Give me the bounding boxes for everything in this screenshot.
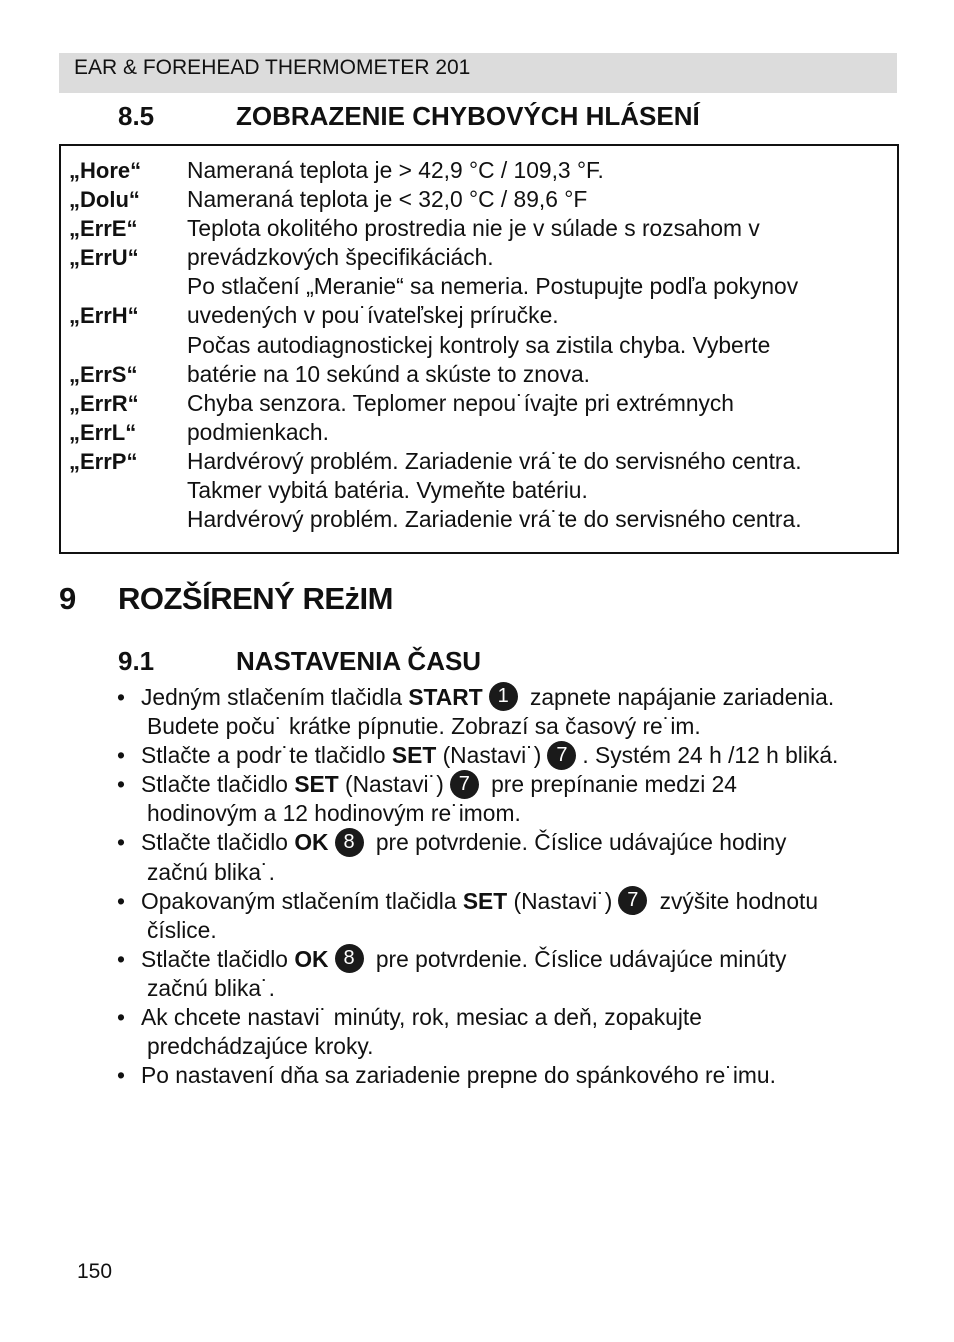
list-item [117,1061,907,1090]
step-continuation-line: predchádzajúce kroky. [147,1033,374,1060]
button-number-badge-icon: 7 [618,886,647,915]
section-title: ZOBRAZENIE CHYBOVÝCH HLÁSENÍ [236,101,700,131]
error-code: „ErrL“ [69,419,137,445]
step-first-line [141,1061,907,1090]
button-name: SET [462,887,508,914]
section-title: ROZŠÍRENÝ REżIM [118,581,393,616]
bullet-icon: • [117,1004,125,1031]
error-description-line: Chyba senzora. Teplomer nepou˙ívajte pri extrémnych [187,389,734,416]
button-name: OK [294,945,329,972]
step-text: pre potvrdenie. Číslice udávajúce minúty [369,945,787,972]
list-item [117,945,907,1003]
bullet-icon: • [117,1062,125,1089]
step-text: pre prepínanie medzi 24 [484,771,737,798]
button-number-badge-icon: 8 [335,828,364,857]
error-code: „ErrH“ [69,303,139,329]
step-continuation-line: hodinovým a 12 hodinovým re˙imom. [147,800,521,827]
button-number-badge-icon: 7 [547,741,576,770]
list-item [117,828,907,886]
step-first-line [141,770,907,799]
error-description-line: prevádzkových špecifikáciách. [187,244,494,271]
error-description-line: batérie na 10 sekúnd a skúste to znova. [187,360,591,387]
error-code [69,331,141,360]
error-code: „ErrU“ [69,245,139,271]
page-number: 150 [77,1260,113,1283]
list-item [117,741,907,770]
step-continuation-line: číslice. [147,916,217,943]
list-item [117,887,907,945]
bullet-icon: • [117,771,125,798]
error-code: „ErrE“ [69,216,138,242]
section-title: NASTAVENIA ČASU [236,646,482,676]
step-text: pre potvrdenie. Číslice udávajúce hodiny [369,829,787,856]
error-code [69,272,141,301]
step-continuation-line: začnú blika˙. [147,974,275,1001]
button-name: START [408,684,483,710]
button-name: SET [391,742,437,769]
error-messages-table [59,144,899,554]
bullet-icon: • [117,945,125,972]
step-text: Po nastavení dňa sa zariadenie prepne do spánkového re˙imu. [141,1062,776,1089]
step-text: zvýšite hodnotu [653,887,819,914]
step-continuation-line: začnú blika˙. [147,858,275,885]
button-number-badge-icon: 7 [450,770,479,799]
list-item [117,1003,907,1061]
error-code: „ErrR“ [69,390,139,416]
error-description-line: Hardvérový problém. Zariadenie vrá˙te do servisného centra. [187,447,802,474]
bullet-icon: • [117,887,125,914]
step-first-line [141,828,907,857]
error-description-line: Nameraná teplota je > 42,9 °C / 109,3 °F. [187,157,604,183]
error-descriptions-column [187,156,802,534]
error-codes-column [69,156,141,476]
list-item [117,770,907,828]
button-name: SET [294,771,339,798]
time-setting-steps-list [117,683,907,1090]
step-text: Stlačte tlačidlo [141,829,295,856]
step-text: Opakovaným stlačením tlačidla [141,887,463,914]
error-code: „Hore“ [69,158,142,183]
step-text: . Systém 24 h /12 h bliká. [582,742,839,769]
step-text: (Nastavi˙) [338,771,444,798]
step-text: Jedným stlačením tlačidla [141,684,409,710]
button-number-badge-icon: 1 [489,682,518,711]
error-code: „ErrS“ [69,361,138,387]
document-header-title: EAR & FOREHEAD THERMOMETER 201 [74,56,471,79]
button-number-badge-icon: 8 [335,944,364,973]
step-text: Stlačte a podr˙te tlačidlo [141,742,392,769]
step-text: Stlačte tlačidlo [141,945,295,972]
bullet-icon: • [117,684,125,710]
header-bar [59,53,897,93]
step-text: (Nastavi˙) [436,742,542,769]
error-description-line: Takmer vybitá batéria. Vymeňte batériu. [187,477,588,504]
error-description-line: Nameraná teplota je < 32,0 °C / 89,6 °F [187,186,588,213]
error-description-line: Po stlačení „Meranie“ sa nemeria. Postupujte podľa pokynov [187,273,799,300]
section-number: 8.5 [118,101,155,131]
error-code: „Dolu“ [69,187,140,213]
error-description-line: uvedených v pou˙ívateľskej príručke. [187,302,559,329]
step-first-line [141,683,907,712]
section-number: 9.1 [118,646,155,676]
error-description-line: Teplota okolitého prostredia nie je v súlade s rozsahom v [187,215,760,242]
step-text: Ak chcete nastavi˙ minúty, rok, mesiac a deň, zopakujte [141,1004,702,1031]
error-description-line: podmienkach. [187,418,329,445]
step-first-line [141,1003,907,1032]
step-continuation-line: Budete poču˙ krátke pípnutie. Zobrazí sa časový re˙im. [147,713,701,740]
error-code: „ErrP“ [69,448,138,474]
bullet-icon: • [117,829,125,856]
button-name: OK [294,829,329,856]
step-first-line [141,741,907,770]
error-description-line: Počas autodiagnostickej kontroly sa zistila chyba. Vyberte [187,331,771,358]
step-text: Stlačte tlačidlo [141,771,295,798]
step-first-line [141,945,907,974]
step-text: (Nastavi˙) [507,887,613,914]
bullet-icon: • [117,742,125,769]
section-number: 9 [59,581,77,616]
error-description-line: Hardvérový problém. Zariadenie vrá˙te do servisného centra. [187,506,802,533]
step-text: zapnete napájanie zariadenia. [523,684,835,710]
step-first-line [141,887,907,916]
list-item [117,683,907,741]
